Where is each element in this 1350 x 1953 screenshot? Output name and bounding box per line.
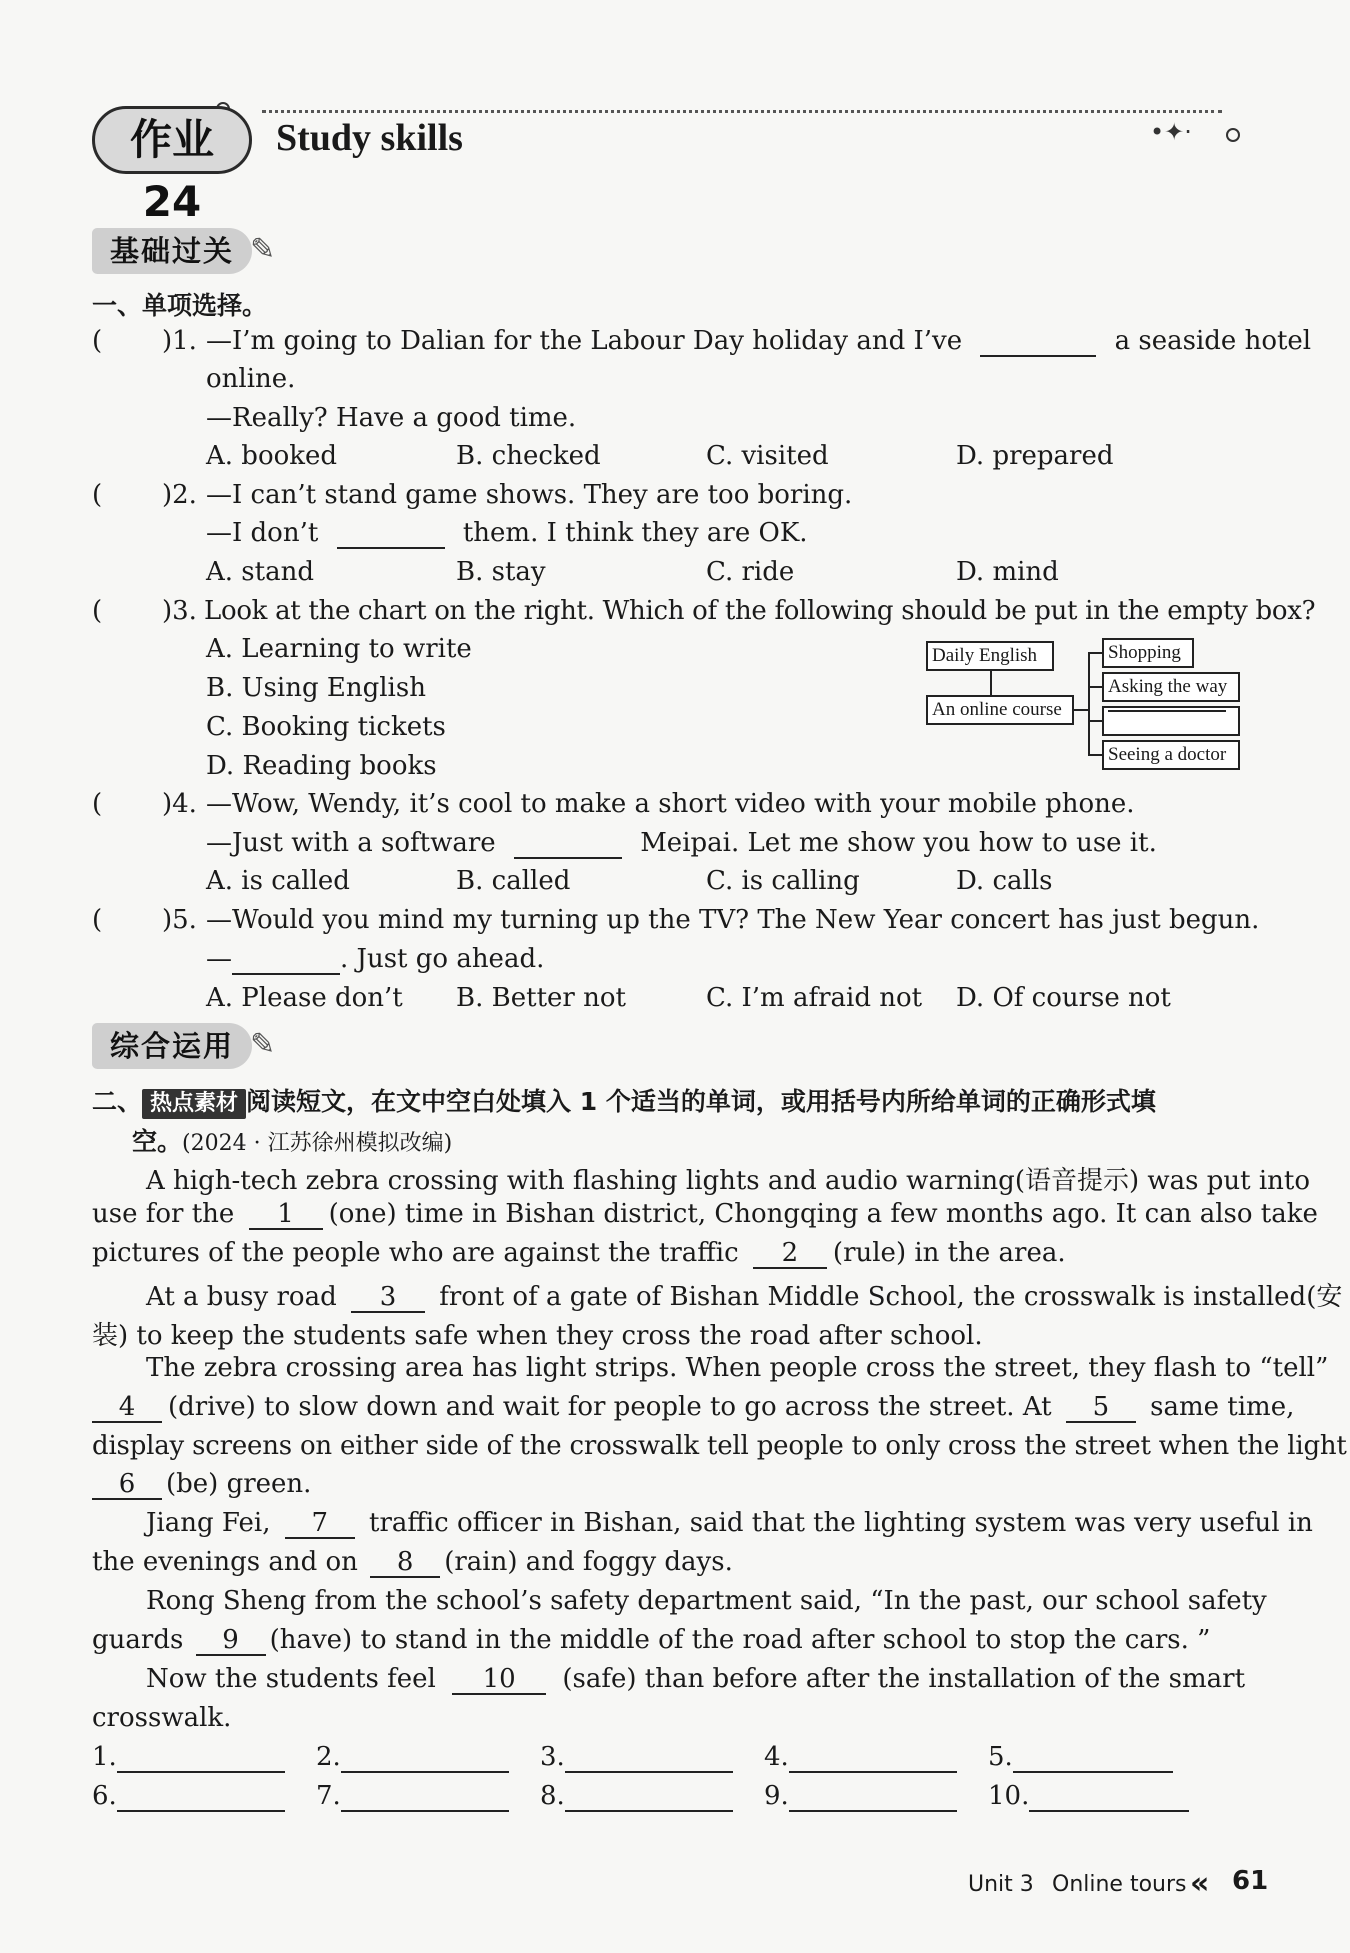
section2-instruction: 阅读短文，在文中空白处填入 1 个适当的单词，或用括号内所给单词的正确形式填 — [246, 1087, 1156, 1116]
blank-8: 8 — [370, 1549, 440, 1578]
passage-text: (have) to stand in the middle of the road after school to stop the cars. ” — [269, 1625, 1211, 1655]
header-dotted-line — [262, 110, 1222, 113]
passage-text: (be) green. — [166, 1469, 312, 1499]
q4-option-c: C. is calling — [706, 866, 860, 896]
chart-connector — [1088, 652, 1090, 756]
answer-row — [316, 1781, 509, 1812]
q2-text-b: them. I think they are OK. — [462, 518, 808, 548]
q2-paren: ( — [92, 480, 103, 510]
q5-number: )5. — [162, 905, 197, 935]
answer-label: 3. — [540, 1742, 565, 1772]
chart-box-online-course: An online course — [926, 695, 1074, 725]
passage-text: the evenings and on — [92, 1547, 358, 1577]
answer-row — [92, 1742, 285, 1773]
q5-text-a: — — [206, 944, 232, 974]
q2-number: )2. — [162, 480, 197, 510]
passage-p4-line2 — [92, 1547, 733, 1578]
hot-material-tag: 热点素材 — [142, 1089, 246, 1119]
passage-p2-line2: 装) to keep the students safe when they cross the road after school. — [92, 1321, 983, 1351]
q2-option-d: D. mind — [956, 557, 1059, 587]
blank-10: 10 — [452, 1666, 546, 1695]
answer-label: 5. — [988, 1742, 1013, 1772]
answer-blank[interactable] — [565, 1744, 733, 1773]
chart-connector — [1088, 686, 1102, 688]
passage-text: front of a gate of Bishan Middle School, the crosswalk is installed(安 — [439, 1282, 1343, 1312]
answer-blank[interactable] — [341, 1783, 509, 1812]
q4-blank — [514, 830, 622, 859]
q2-text-a: —I don’t — [206, 518, 319, 548]
section2-source: (2024 · 江苏徐州模拟改编) — [182, 1131, 453, 1156]
answer-blank[interactable] — [789, 1744, 957, 1773]
passage-p1-line2 — [92, 1199, 1318, 1230]
blank-6: 6 — [92, 1471, 162, 1500]
q1-blank — [980, 328, 1096, 357]
passage-text: same time, — [1150, 1392, 1295, 1422]
blank-5: 5 — [1066, 1394, 1136, 1423]
page-title: Study skills — [276, 117, 463, 159]
q3-paren: ( — [92, 596, 103, 626]
answer-row — [92, 1781, 285, 1812]
q4-line1: —Wow, Wendy, it’s cool to make a short video with your mobile phone. — [206, 789, 1135, 819]
blank-4: 4 — [92, 1394, 162, 1423]
q1-text-b: a seaside hotel — [1114, 326, 1312, 356]
passage-text: Now the students feel — [146, 1664, 436, 1694]
answer-row — [540, 1742, 733, 1773]
chart-connector — [1088, 754, 1102, 756]
q4-option-d: D. calls — [956, 866, 1053, 896]
blank-1: 1 — [249, 1201, 323, 1230]
sparkle-icon: •✦· — [1150, 118, 1192, 146]
pencil-icon: ✎ — [250, 1027, 276, 1062]
q1-line2: online. — [206, 364, 296, 394]
q4-option-b: B. called — [456, 866, 571, 896]
pencil-icon: ✎ — [250, 232, 276, 267]
q5-paren: ( — [92, 905, 103, 935]
answer-label: 8. — [540, 1781, 565, 1811]
q3-option-c: C. Booking tickets — [206, 712, 446, 742]
q4-number: )4. — [162, 789, 197, 819]
passage-p6-line2: crosswalk. — [92, 1703, 232, 1733]
answer-label: 10. — [988, 1781, 1030, 1811]
q2-option-b: B. stay — [456, 557, 546, 587]
footer-unit: Unit 3 — [968, 1872, 1034, 1897]
chart-connector — [990, 671, 992, 695]
chart-box-empty — [1102, 706, 1240, 736]
q5-blank — [232, 946, 340, 975]
chart-box-daily-english: Daily English — [926, 641, 1054, 671]
passage-p2-line1 — [146, 1276, 1342, 1313]
chart-connector — [1088, 720, 1102, 722]
passage-text: (safe) than before after the installation of the smart — [562, 1664, 1246, 1694]
section2-heading-cont — [132, 1122, 452, 1158]
section2-heading — [92, 1082, 1156, 1119]
q1-paren: ( — [92, 326, 103, 356]
footer-title: Online tours — [1052, 1872, 1187, 1897]
q3-option-b: B. Using English — [206, 673, 426, 703]
q1-option-c: C. visited — [706, 441, 829, 471]
double-chevron-left-icon: « — [1190, 1866, 1210, 1901]
answer-blank[interactable] — [565, 1783, 733, 1812]
answer-row — [988, 1742, 1173, 1773]
answer-row — [540, 1781, 733, 1812]
answer-row — [764, 1781, 957, 1812]
chart-connector — [1074, 709, 1088, 711]
answer-label: 6. — [92, 1781, 117, 1811]
passage-p5-line1: Rong Sheng from the school’s safety department said, “In the past, our school safety — [146, 1586, 1267, 1616]
passage-text: (rule) in the area. — [832, 1238, 1066, 1268]
chart-box-shopping: Shopping — [1102, 638, 1194, 668]
answer-blank[interactable] — [341, 1744, 509, 1773]
q2-line1: —I can’t stand game shows. They are too boring. — [206, 480, 853, 510]
passage-text: pictures of the people who are against the traffic — [92, 1238, 739, 1268]
q4-option-a: A. is called — [206, 866, 350, 896]
passage-text: guards — [92, 1625, 184, 1655]
answer-label: 4. — [764, 1742, 789, 1772]
answer-label: 1. — [92, 1742, 117, 1772]
section2-instruction-end: 空。 — [132, 1127, 183, 1156]
q4-text-b: Meipai. Let me show you how to use it. — [640, 828, 1157, 858]
answer-row — [988, 1781, 1189, 1812]
q3-number: )3. — [162, 596, 197, 626]
section-banner-basic: 基础过关 — [92, 228, 252, 274]
passage-p1-line1: A high-tech zebra crossing with flashing lights and audio warning(语音提示) was put into — [146, 1166, 1310, 1196]
chart-box-asking-way: Asking the way — [1102, 672, 1240, 702]
q1-line3: —Really? Have a good time. — [206, 403, 577, 433]
homework-tag: 作业 24 — [92, 106, 252, 174]
q5-option-d: D. Of course not — [956, 983, 1171, 1013]
passage-text: Jiang Fei, — [146, 1508, 271, 1538]
answer-blank[interactable] — [1029, 1783, 1189, 1812]
section-banner-comprehensive: 综合运用 — [92, 1023, 252, 1069]
answer-row — [316, 1742, 509, 1773]
q4-text-a: —Just with a software — [206, 828, 496, 858]
page-number: 61 — [1232, 1866, 1269, 1896]
answer-blank[interactable] — [1013, 1744, 1173, 1773]
passage-p3-line3: display screens on either side of the crosswalk tell people to only cross the street when the light — [92, 1431, 1347, 1461]
passage-text: use for the — [92, 1199, 235, 1229]
section1-heading: 一、单项选择。 — [92, 291, 268, 320]
answer-blank[interactable] — [117, 1783, 285, 1812]
section2-prefix: 二、 — [92, 1087, 143, 1116]
q2-option-a: A. stand — [206, 557, 314, 587]
answer-label: 9. — [764, 1781, 789, 1811]
q3-option-d: D. Reading books — [206, 751, 437, 781]
passage-p5-line2 — [92, 1625, 1210, 1656]
q1-option-d: D. prepared — [956, 441, 1114, 471]
passage-p6-line1 — [146, 1664, 1245, 1695]
q1-line1 — [206, 326, 1311, 357]
answer-blank[interactable] — [117, 1744, 285, 1773]
passage-p3-line2 — [92, 1392, 1294, 1423]
q5-option-b: B. Better not — [456, 983, 626, 1013]
blank-7: 7 — [285, 1510, 355, 1539]
q2-line2 — [206, 518, 808, 549]
passage-p4-line1 — [146, 1508, 1313, 1539]
q4-paren: ( — [92, 789, 103, 819]
passage-text: traffic officer in Bishan, said that the lighting system was very useful in — [369, 1508, 1313, 1538]
passage-text: At a busy road — [146, 1282, 337, 1312]
q2-blank — [337, 520, 445, 549]
answer-label: 7. — [316, 1781, 341, 1811]
q1-text-a: —I’m going to Dalian for the Labour Day holiday and I’ve — [206, 326, 963, 356]
q5-line2 — [206, 944, 544, 975]
q3-option-a: A. Learning to write — [206, 634, 472, 664]
passage-p3-line1: The zebra crossing area has light strips. When people cross the street, they flash to “tell” — [146, 1353, 1329, 1383]
passage-p3-line4 — [92, 1469, 311, 1500]
q5-option-a: A. Please don’t — [206, 983, 403, 1013]
q3-line1: Look at the chart on the right. Which of the following should be put in the empty box? — [204, 596, 1316, 626]
passage-text: (drive) to slow down and wait for people to go across the street. At — [168, 1392, 1052, 1422]
q2-option-c: C. ride — [706, 557, 795, 587]
q1-option-b: B. checked — [456, 441, 601, 471]
chart-empty-blank — [1108, 710, 1226, 712]
passage-text: (one) time in Bishan district, Chongqing a few months ago. It can also take — [328, 1199, 1318, 1229]
q4-line2 — [206, 828, 1157, 859]
chart-box-seeing-doctor: Seeing a doctor — [1102, 740, 1240, 770]
header-ring-right — [1226, 128, 1240, 142]
passage-text: (rain) and foggy days. — [444, 1547, 733, 1577]
passage-p1-line3 — [92, 1238, 1066, 1269]
q5-line1: —Would you mind my turning up the TV? The New Year concert has just begun. — [206, 905, 1260, 935]
blank-2: 2 — [753, 1240, 827, 1269]
blank-9: 9 — [196, 1627, 266, 1656]
chart-connector — [1088, 652, 1102, 654]
answer-label: 2. — [316, 1742, 341, 1772]
answer-blank[interactable] — [789, 1783, 957, 1812]
q5-text-b: . Just go ahead. — [340, 944, 545, 974]
q1-option-a: A. booked — [206, 441, 338, 471]
answer-row — [764, 1742, 957, 1773]
q1-number: )1. — [162, 326, 197, 356]
q5-option-c: C. I’m afraid not — [706, 983, 923, 1013]
blank-3: 3 — [351, 1284, 425, 1313]
